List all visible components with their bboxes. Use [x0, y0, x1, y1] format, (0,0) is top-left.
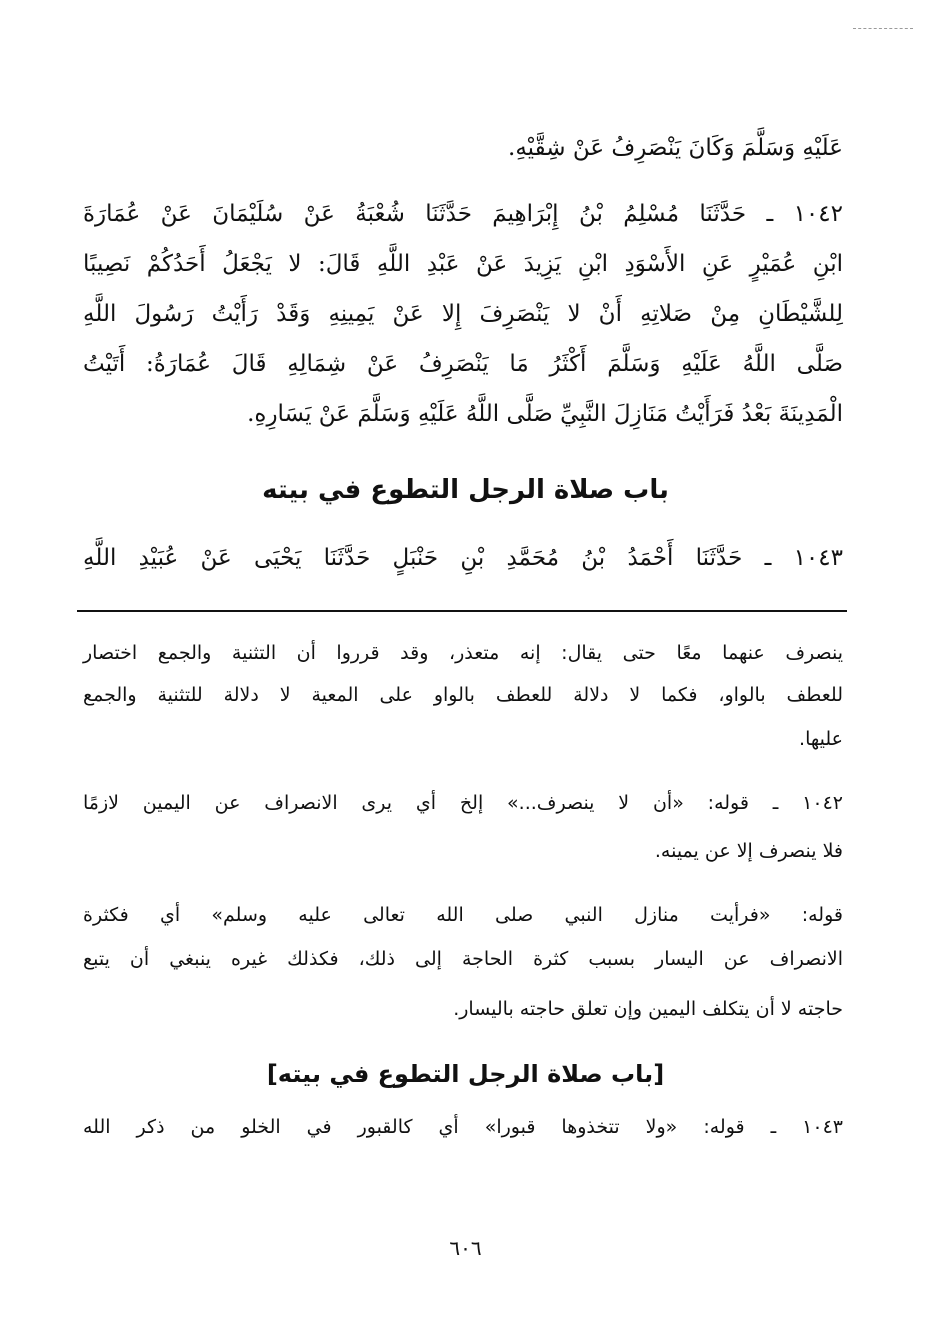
main-text-line: ابْنِ عُمَيْرٍ عَنِ الأَسْوَدِ ابْنِ يَزِيدَ عَنْ عَبْدِ اللَّهِ قَالَ: لا يَجْعَلُ أَحَدُكُمْ نَصِيبًا	[83, 251, 843, 277]
main-text-line: لِلشَّيْطَانِ مِنْ صَلاتِهِ أَنْ لا يَنْصَرِفَ إِلا عَنْ يَمِينِهِ وَقَدْ رَأَيْتُ رَسُولَ اللَّهِ	[83, 301, 843, 327]
commentary-line: قوله: «فرأيت منازل النبي صلى الله تعالى عليه وسلم» أي فكثرة	[83, 904, 843, 926]
page-number: ٦٠٦	[449, 1236, 482, 1260]
main-text-line: ١٠٤٣ ـ حَدَّثَنَا أَحْمَدُ بْنُ مُحَمَّدِ بْنِ حَنْبَلٍ حَدَّثَنَا يَحْيَى عَنْ عُبَيْدِ اللَّهِ	[83, 545, 843, 571]
scan-margin-mark	[853, 28, 913, 29]
commentary-line: عليها.	[799, 728, 843, 750]
commentary-line: ينصرف عنهما معًا حتى يقال: إنه متعذر، وقد قرروا أن التثنية والجمع اختصار	[83, 642, 843, 664]
main-text-line: صَلَّى اللَّهُ عَلَيْهِ وَسَلَّمَ أَكْثَرُ مَا يَنْصَرِفُ عَنْ شِمَالِهِ قَالَ عُمَارَةُ: أَتَيْتُ	[83, 351, 843, 377]
chapter-heading: باب صلاة الرجل التطوع في بيته	[262, 475, 669, 505]
commentary-line: ١٠٤٣ ـ قوله: «ولا تتخذوها قبورا» أي كالقبور في الخلو من ذكر الله	[83, 1116, 843, 1138]
footnote-separator	[77, 610, 847, 612]
main-text-line: عَلَيْهِ وَسَلَّمَ وَكَانَ يَنْصَرِفُ عَنْ شِقَّيْهِ.	[508, 135, 843, 161]
main-text-line: ١٠٤٢ ـ حَدَّثَنَا مُسْلِمُ بْنُ إِبْرَاهِيمَ حَدَّثَنَا شُعْبَةُ عَنْ سُلَيْمَانَ عَنْ عُمَارَةَ	[83, 201, 843, 227]
main-text-line: الْمَدِينَةَ بَعْدُ فَرَأَيْتُ مَنَازِلَ النَّبِيِّ صَلَّى اللَّهُ عَلَيْهِ وَسَلَّمَ عَنْ يَسَارِهِ.	[247, 401, 843, 427]
commentary-line: ١٠٤٢ ـ قوله: «أن لا ينصرف...» إلخ أي يرى الانصراف عن اليمين لازمًا	[83, 792, 843, 814]
commentary-line: للعطف بالواو، فكما لا دلالة للعطف بالواو على المعية لا دلالة للتثنية والجمع	[83, 684, 843, 706]
commentary-line: حاجته لا أن يتكلف اليمين وإن تعلق حاجته باليسار.	[453, 998, 843, 1020]
commentary-line: الانصراف عن اليسار بسبب كثرة الحاجة إلى ذلك، فكذلك غيره ينبغي أن يتبع	[83, 948, 843, 970]
commentary-line: فلا ينصرف إلا عن يمينه.	[654, 840, 843, 862]
commentary-chapter-heading: [باب صلاة الرجل التطوع في بيته]	[266, 1060, 665, 1088]
